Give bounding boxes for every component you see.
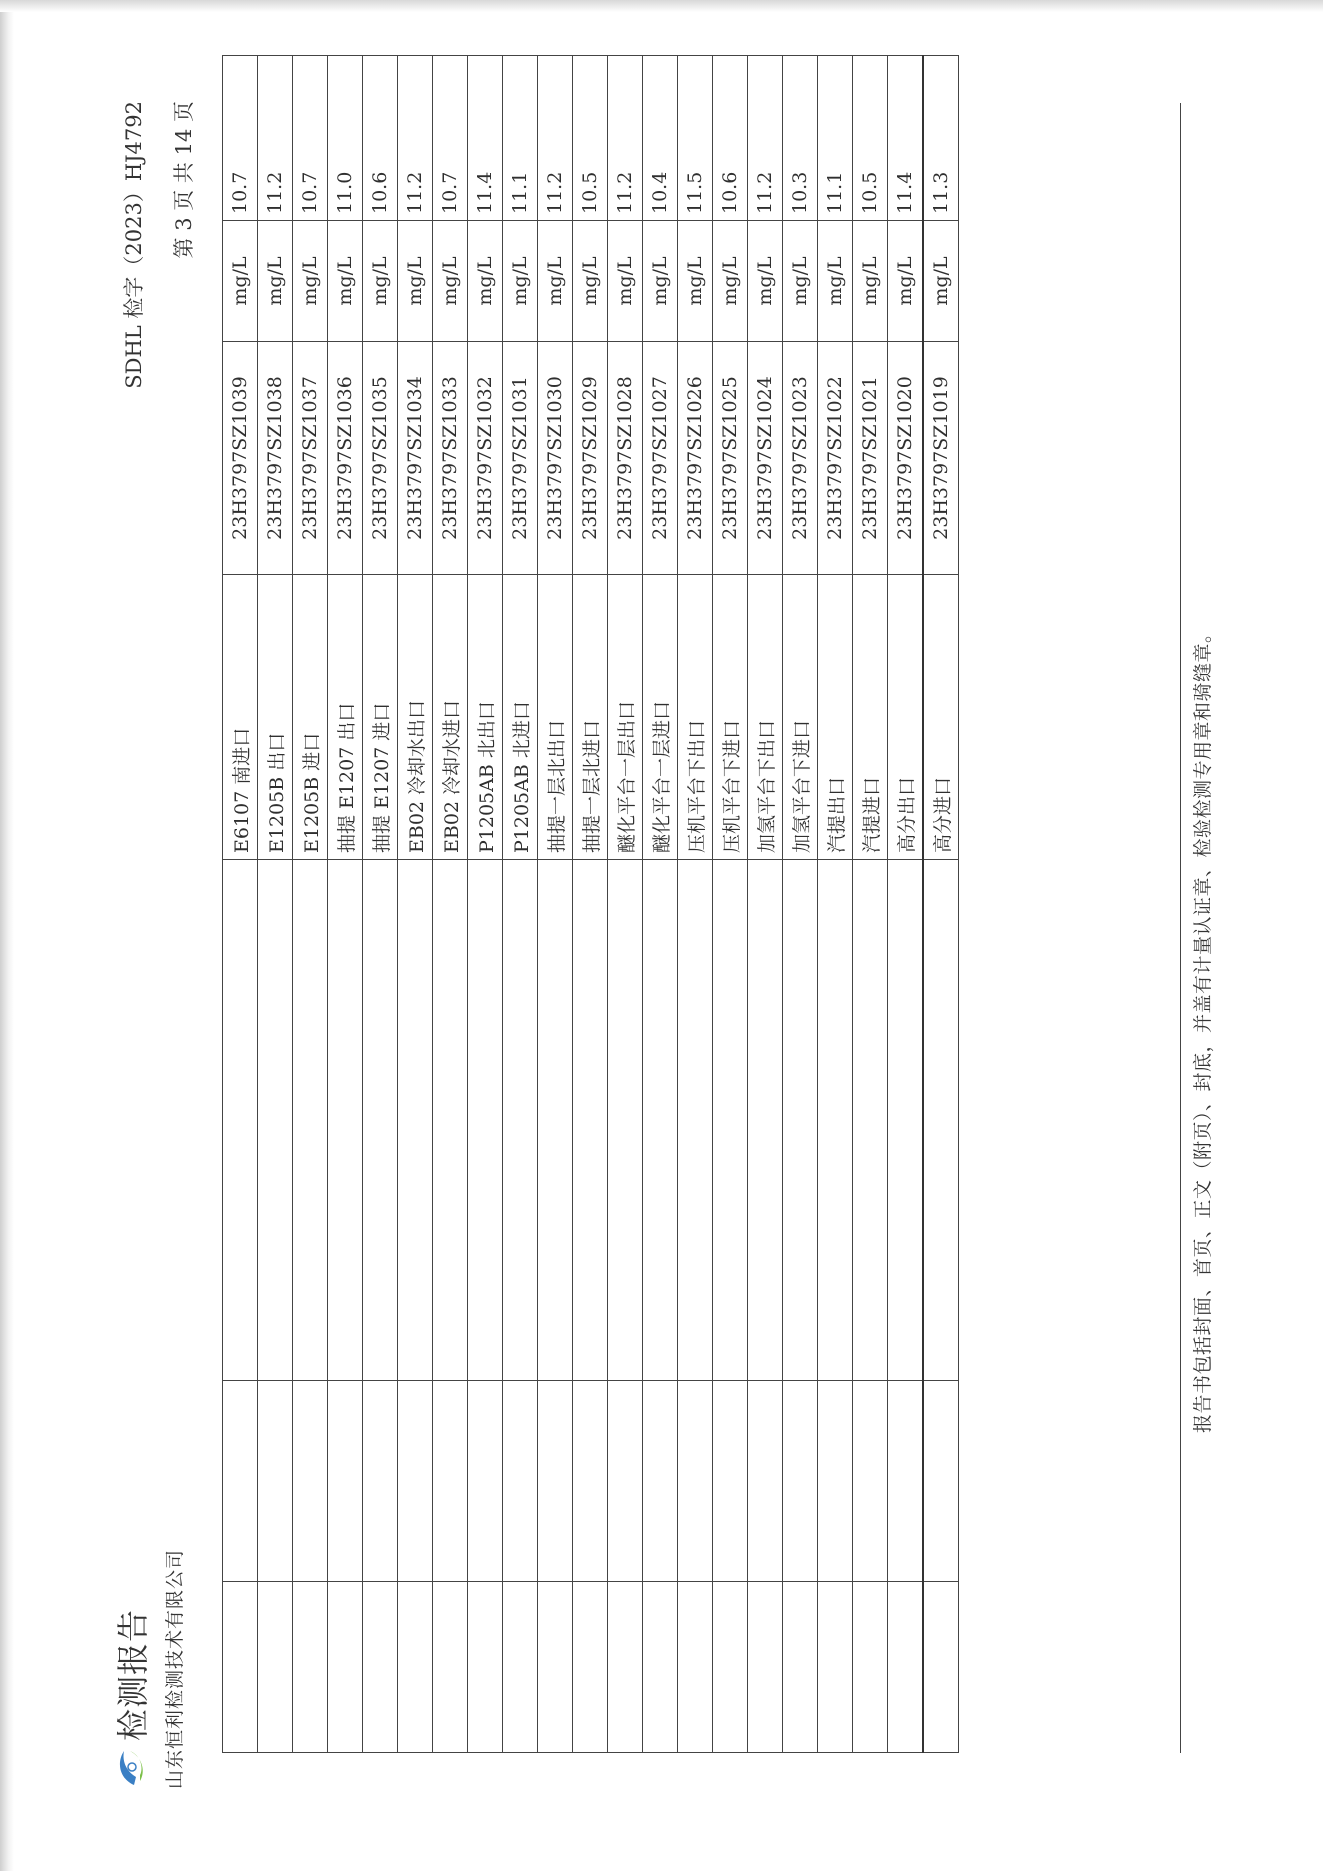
blank-cell bbox=[258, 860, 293, 1381]
unit-cell: mg/L bbox=[748, 221, 783, 342]
blank-cell bbox=[258, 1381, 293, 1582]
location-cell: 加氢平台下进口 bbox=[783, 575, 818, 860]
blank-cell bbox=[818, 1582, 853, 1753]
table-row bbox=[398, 56, 433, 1753]
blank-cell bbox=[328, 1381, 363, 1582]
unit-cell: mg/L bbox=[678, 221, 713, 342]
result-cell: 11.2 bbox=[538, 56, 573, 221]
result-cell: 11.5 bbox=[678, 56, 713, 221]
blank-cell bbox=[923, 1582, 959, 1753]
blank-cell bbox=[503, 860, 538, 1381]
location-cell: 汽提进口 bbox=[853, 575, 888, 860]
blank-cell bbox=[713, 860, 748, 1381]
unit-cell: mg/L bbox=[923, 221, 959, 342]
result-cell: 11.4 bbox=[468, 56, 503, 221]
sample-id-cell: 23H3797SZ1037 bbox=[293, 342, 328, 575]
header-logo-block bbox=[108, 1549, 187, 1789]
sample-id-cell: 23H3797SZ1029 bbox=[573, 342, 608, 575]
blank-cell bbox=[748, 1582, 783, 1753]
unit-cell: mg/L bbox=[468, 221, 503, 342]
blank-cell bbox=[783, 1381, 818, 1582]
blank-cell bbox=[258, 1582, 293, 1753]
blank-cell bbox=[293, 1582, 328, 1753]
blank-cell bbox=[888, 1381, 924, 1582]
blank-cell bbox=[888, 1582, 924, 1753]
sample-id-cell: 23H3797SZ1023 bbox=[783, 342, 818, 575]
sample-id-cell: 23H3797SZ1021 bbox=[853, 342, 888, 575]
blank-cell bbox=[608, 1381, 643, 1582]
unit-cell: mg/L bbox=[643, 221, 678, 342]
result-cell: 10.4 bbox=[643, 56, 678, 221]
blank-cell bbox=[678, 1381, 713, 1582]
location-cell: 抽提 E1207 进口 bbox=[363, 575, 398, 860]
blank-cell bbox=[783, 1582, 818, 1753]
unit-cell: mg/L bbox=[223, 221, 258, 342]
location-cell: 压机平台下进口 bbox=[713, 575, 748, 860]
blank-cell bbox=[818, 860, 853, 1381]
sample-id-cell: 23H3797SZ1019 bbox=[923, 342, 959, 575]
table-row bbox=[678, 56, 713, 1753]
location-cell: 醚化平台一层出口 bbox=[608, 575, 643, 860]
location-cell: 高分出口 bbox=[888, 575, 924, 860]
blank-cell bbox=[643, 1582, 678, 1753]
blank-cell bbox=[538, 1381, 573, 1582]
sample-id-cell: 23H3797SZ1033 bbox=[433, 342, 468, 575]
company-logo-icon bbox=[110, 1747, 152, 1789]
unit-cell: mg/L bbox=[888, 221, 924, 342]
footer-rule bbox=[1180, 103, 1181, 1753]
blank-cell bbox=[328, 1582, 363, 1753]
sample-id-cell: 23H3797SZ1025 bbox=[713, 342, 748, 575]
blank-cell bbox=[398, 1582, 433, 1753]
sample-id-cell: 23H3797SZ1030 bbox=[538, 342, 573, 575]
sample-id-cell: 23H3797SZ1035 bbox=[363, 342, 398, 575]
blank-cell bbox=[573, 1582, 608, 1753]
result-cell: 11.1 bbox=[503, 56, 538, 221]
sample-id-cell: 23H3797SZ1024 bbox=[748, 342, 783, 575]
unit-cell: mg/L bbox=[538, 221, 573, 342]
result-cell: 10.5 bbox=[573, 56, 608, 221]
blank-cell bbox=[608, 1582, 643, 1753]
blank-cell bbox=[713, 1582, 748, 1753]
unit-cell: mg/L bbox=[608, 221, 643, 342]
table-row bbox=[468, 56, 503, 1753]
blank-cell bbox=[433, 860, 468, 1381]
blank-cell bbox=[433, 1381, 468, 1582]
blank-cell bbox=[573, 1381, 608, 1582]
blank-cell bbox=[363, 860, 398, 1381]
blank-cell bbox=[468, 1582, 503, 1753]
blank-cell bbox=[433, 1582, 468, 1753]
blank-cell bbox=[223, 860, 258, 1381]
table-row bbox=[538, 56, 573, 1753]
blank-cell bbox=[468, 860, 503, 1381]
result-cell: 10.7 bbox=[223, 56, 258, 221]
location-cell: 高分进口 bbox=[923, 575, 959, 860]
location-cell: EB02 冷却水进口 bbox=[433, 575, 468, 860]
result-cell: 11.2 bbox=[608, 56, 643, 221]
blank-cell bbox=[503, 1582, 538, 1753]
table-row bbox=[433, 56, 468, 1753]
result-cell: 10.6 bbox=[363, 56, 398, 221]
blank-cell bbox=[643, 1381, 678, 1582]
table-row bbox=[643, 56, 678, 1753]
logo-row bbox=[108, 1549, 154, 1789]
table-row bbox=[783, 56, 818, 1753]
location-cell: E1205B 进口 bbox=[293, 575, 328, 860]
location-cell: P1205AB 北进口 bbox=[503, 575, 538, 860]
location-cell: EB02 冷却水出口 bbox=[398, 575, 433, 860]
unit-cell: mg/L bbox=[573, 221, 608, 342]
table-row bbox=[573, 56, 608, 1753]
table-row bbox=[328, 56, 363, 1753]
blank-cell bbox=[503, 1381, 538, 1582]
result-cell: 11.2 bbox=[748, 56, 783, 221]
location-cell: 加氢平台下出口 bbox=[748, 575, 783, 860]
result-cell: 11.2 bbox=[398, 56, 433, 221]
table-row bbox=[503, 56, 538, 1753]
table-row bbox=[223, 56, 258, 1753]
unit-cell: mg/L bbox=[818, 221, 853, 342]
result-cell: 11.4 bbox=[888, 56, 924, 221]
blank-cell bbox=[538, 1582, 573, 1753]
blank-cell bbox=[328, 860, 363, 1381]
page-indicator: 第 3 页 共 14 页 bbox=[172, 101, 196, 259]
footer-note: 报告书包括封面、首页、正文（附页）、封底，并盖有计量认证章、检验检测专用章和骑缝章。 bbox=[1192, 623, 1214, 1433]
blank-cell bbox=[678, 860, 713, 1381]
sample-id-cell: 23H3797SZ1038 bbox=[258, 342, 293, 575]
unit-cell: mg/L bbox=[783, 221, 818, 342]
result-cell: 10.7 bbox=[433, 56, 468, 221]
result-cell: 11.3 bbox=[923, 56, 959, 221]
sample-id-cell: 23H3797SZ1036 bbox=[328, 342, 363, 575]
table-row bbox=[713, 56, 748, 1753]
blank-cell bbox=[783, 860, 818, 1381]
table-row bbox=[818, 56, 853, 1753]
location-cell: 汽提出口 bbox=[818, 575, 853, 860]
result-cell: 10.3 bbox=[783, 56, 818, 221]
unit-cell: mg/L bbox=[433, 221, 468, 342]
location-cell: E6107 南进口 bbox=[223, 575, 258, 860]
table-row bbox=[748, 56, 783, 1753]
unit-cell: mg/L bbox=[363, 221, 398, 342]
blank-cell bbox=[853, 1381, 888, 1582]
result-cell: 10.5 bbox=[853, 56, 888, 221]
blank-cell bbox=[818, 1381, 853, 1582]
unit-cell: mg/L bbox=[503, 221, 538, 342]
blank-cell bbox=[923, 860, 959, 1381]
blank-cell bbox=[853, 860, 888, 1381]
blank-cell bbox=[888, 860, 924, 1381]
location-cell: P1205AB 北出口 bbox=[468, 575, 503, 860]
blank-cell bbox=[713, 1381, 748, 1582]
sample-id-cell: 23H3797SZ1028 bbox=[608, 342, 643, 575]
blank-cell bbox=[363, 1381, 398, 1582]
result-cell: 11.2 bbox=[258, 56, 293, 221]
blank-cell bbox=[748, 860, 783, 1381]
blank-cell bbox=[398, 1381, 433, 1582]
table-row bbox=[853, 56, 888, 1753]
blank-cell bbox=[538, 860, 573, 1381]
table-row bbox=[363, 56, 398, 1753]
blank-cell bbox=[468, 1381, 503, 1582]
result-cell: 11.0 bbox=[328, 56, 363, 221]
table-row bbox=[888, 56, 924, 1753]
location-cell: 抽提一层北出口 bbox=[538, 575, 573, 860]
table-row bbox=[293, 56, 328, 1753]
blank-cell bbox=[293, 1381, 328, 1582]
sample-id-cell: 23H3797SZ1031 bbox=[503, 342, 538, 575]
result-cell: 11.1 bbox=[818, 56, 853, 221]
report-title: 检测报告 bbox=[114, 1608, 152, 1741]
blank-cell bbox=[398, 860, 433, 1381]
unit-cell: mg/L bbox=[398, 221, 433, 342]
report-number: SDHL 检字（2023）HJ4792 bbox=[122, 101, 146, 389]
sample-id-cell: 23H3797SZ1026 bbox=[678, 342, 713, 575]
blank-cell bbox=[608, 860, 643, 1381]
unit-cell: mg/L bbox=[853, 221, 888, 342]
unit-cell: mg/L bbox=[328, 221, 363, 342]
blank-cell bbox=[643, 860, 678, 1381]
company-name: 山东恒利检测技术有限公司 bbox=[164, 1548, 186, 1789]
blank-cell bbox=[363, 1582, 398, 1753]
blank-cell bbox=[853, 1582, 888, 1753]
sample-id-cell: 23H3797SZ1034 bbox=[398, 342, 433, 575]
blank-cell bbox=[293, 860, 328, 1381]
table-row bbox=[923, 56, 959, 1753]
blank-cell bbox=[223, 1381, 258, 1582]
location-cell: 压机平台下出口 bbox=[678, 575, 713, 860]
sample-id-cell: 23H3797SZ1022 bbox=[818, 342, 853, 575]
location-cell: 抽提一层北进口 bbox=[573, 575, 608, 860]
table-row bbox=[258, 56, 293, 1753]
blank-cell bbox=[678, 1582, 713, 1753]
sample-id-cell: 23H3797SZ1039 bbox=[223, 342, 258, 575]
unit-cell: mg/L bbox=[713, 221, 748, 342]
table-row bbox=[608, 56, 643, 1753]
location-cell: 醚化平台一层进口 bbox=[643, 575, 678, 860]
blank-cell bbox=[223, 1582, 258, 1753]
location-cell: 抽提 E1207 出口 bbox=[328, 575, 363, 860]
sample-id-cell: 23H3797SZ1032 bbox=[468, 342, 503, 575]
sample-id-cell: 23H3797SZ1020 bbox=[888, 342, 924, 575]
results-table bbox=[222, 55, 959, 1753]
blank-cell bbox=[748, 1381, 783, 1582]
unit-cell: mg/L bbox=[258, 221, 293, 342]
result-cell: 10.7 bbox=[293, 56, 328, 221]
sample-id-cell: 23H3797SZ1027 bbox=[643, 342, 678, 575]
location-cell: E1205B 出口 bbox=[258, 575, 293, 860]
result-cell: 10.6 bbox=[713, 56, 748, 221]
results-table-body bbox=[223, 56, 959, 1753]
blank-cell bbox=[573, 860, 608, 1381]
unit-cell: mg/L bbox=[293, 221, 328, 342]
blank-cell bbox=[923, 1381, 959, 1582]
